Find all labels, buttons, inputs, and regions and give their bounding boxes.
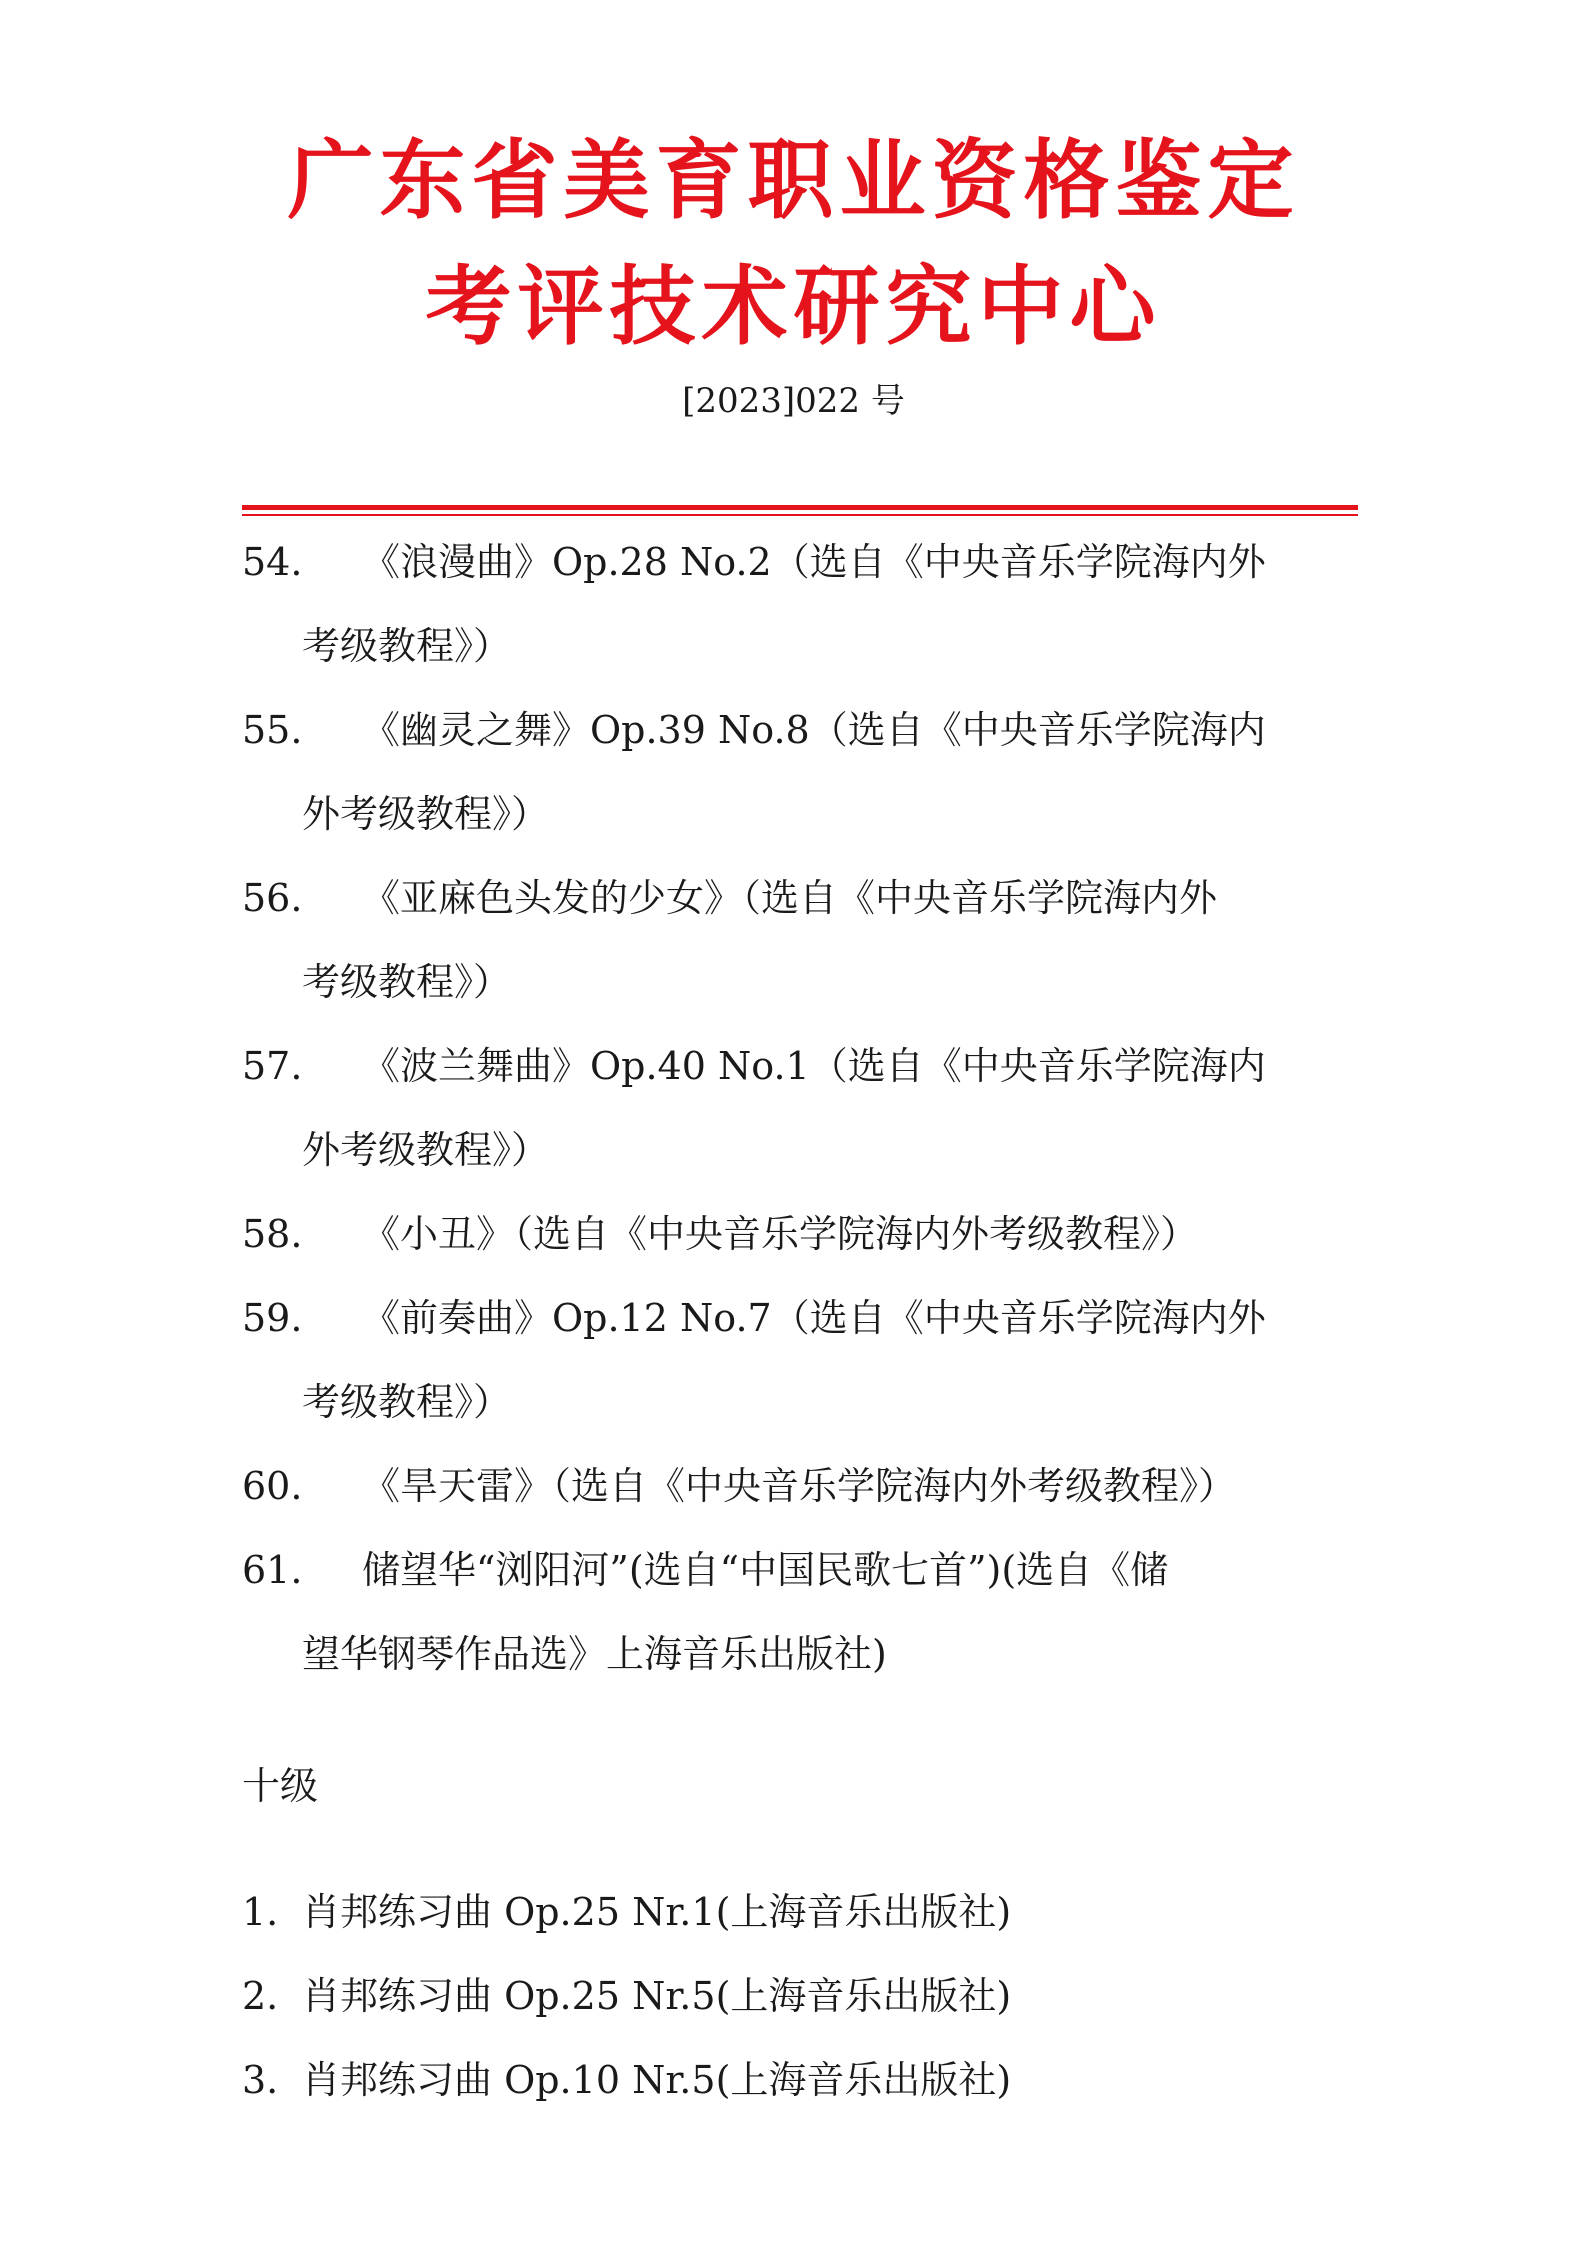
item-number: 61. — [242, 1548, 303, 1592]
item-text-line-1: 《小丑》（选自《中央音乐学院海内外考级教程》） — [362, 1212, 1199, 1256]
item-number: 2. — [242, 1974, 279, 2018]
list-item — [242, 2038, 1358, 2122]
item-text-line-2: 外考级教程》） — [302, 792, 550, 836]
item-text-line-2: 考级教程》） — [302, 1380, 512, 1424]
item-text: 肖邦练习曲 Op.25 Nr.5(上海音乐出版社) — [302, 1974, 1012, 2018]
item-number: 55. — [242, 708, 303, 752]
item-text: 肖邦练习曲 Op.10 Nr.5(上海音乐出版社) — [302, 2058, 1012, 2102]
item-text-line-1: 《亚麻色头发的少女》（选自《中央音乐学院海内外 — [362, 876, 1218, 920]
list-item — [242, 1870, 1358, 1954]
item-number: 57. — [242, 1044, 303, 1088]
item-text-line-1: 《波兰舞曲》Op.40 No.1（选自《中央音乐学院海内 — [362, 1044, 1266, 1088]
list-item — [242, 1954, 1358, 2038]
list-item — [242, 1444, 1358, 1528]
document-number: [2023]022 号 — [682, 381, 905, 421]
item-number: 54. — [242, 540, 303, 584]
section-heading: 十级 — [242, 1764, 319, 1808]
item-text-line-2: 考级教程》） — [302, 624, 512, 668]
item-text-line-1: 储望华“浏阳河”(选自“中国民歌七首”)(选自《储 — [362, 1548, 1169, 1592]
item-number: 59. — [242, 1296, 303, 1340]
list-item — [242, 1528, 1358, 1696]
item-text-line-1: 《浪漫曲》Op.28 No.2（选自《中央音乐学院海内外 — [362, 540, 1266, 584]
list-item — [242, 856, 1358, 1024]
header-divider-thick — [242, 505, 1358, 510]
list-item — [242, 1276, 1358, 1444]
item-text-line-2: 望华钢琴作品选》上海音乐出版社) — [302, 1632, 887, 1676]
list-item — [242, 520, 1358, 688]
document-header — [0, 118, 1587, 426]
document-body — [242, 520, 1358, 2122]
item-text-line-2: 外考级教程》） — [302, 1128, 550, 1172]
item-text-line-1: 《旱天雷》（选自《中央音乐学院海内外考级教程》） — [362, 1464, 1237, 1508]
org-title-line-1: 广东省美育职业资格鉴定 — [287, 131, 1300, 231]
list-item — [242, 688, 1358, 856]
item-text-line-1: 《幽灵之舞》Op.39 No.8（选自《中央音乐学院海内 — [362, 708, 1266, 752]
item-text-line-2: 考级教程》） — [302, 960, 512, 1004]
item-number: 58. — [242, 1212, 303, 1256]
item-number: 1. — [242, 1890, 279, 1934]
item-number: 60. — [242, 1464, 303, 1508]
header-divider-thin — [242, 514, 1358, 516]
item-number: 56. — [242, 876, 303, 920]
org-title-line-2: 考评技术研究中心 — [425, 257, 1162, 357]
item-number: 3. — [242, 2058, 279, 2102]
item-text: 肖邦练习曲 Op.25 Nr.1(上海音乐出版社) — [302, 1890, 1012, 1934]
list-item — [242, 1192, 1358, 1276]
list-item — [242, 1024, 1358, 1192]
item-text-line-1: 《前奏曲》Op.12 No.7（选自《中央音乐学院海内外 — [362, 1296, 1266, 1340]
